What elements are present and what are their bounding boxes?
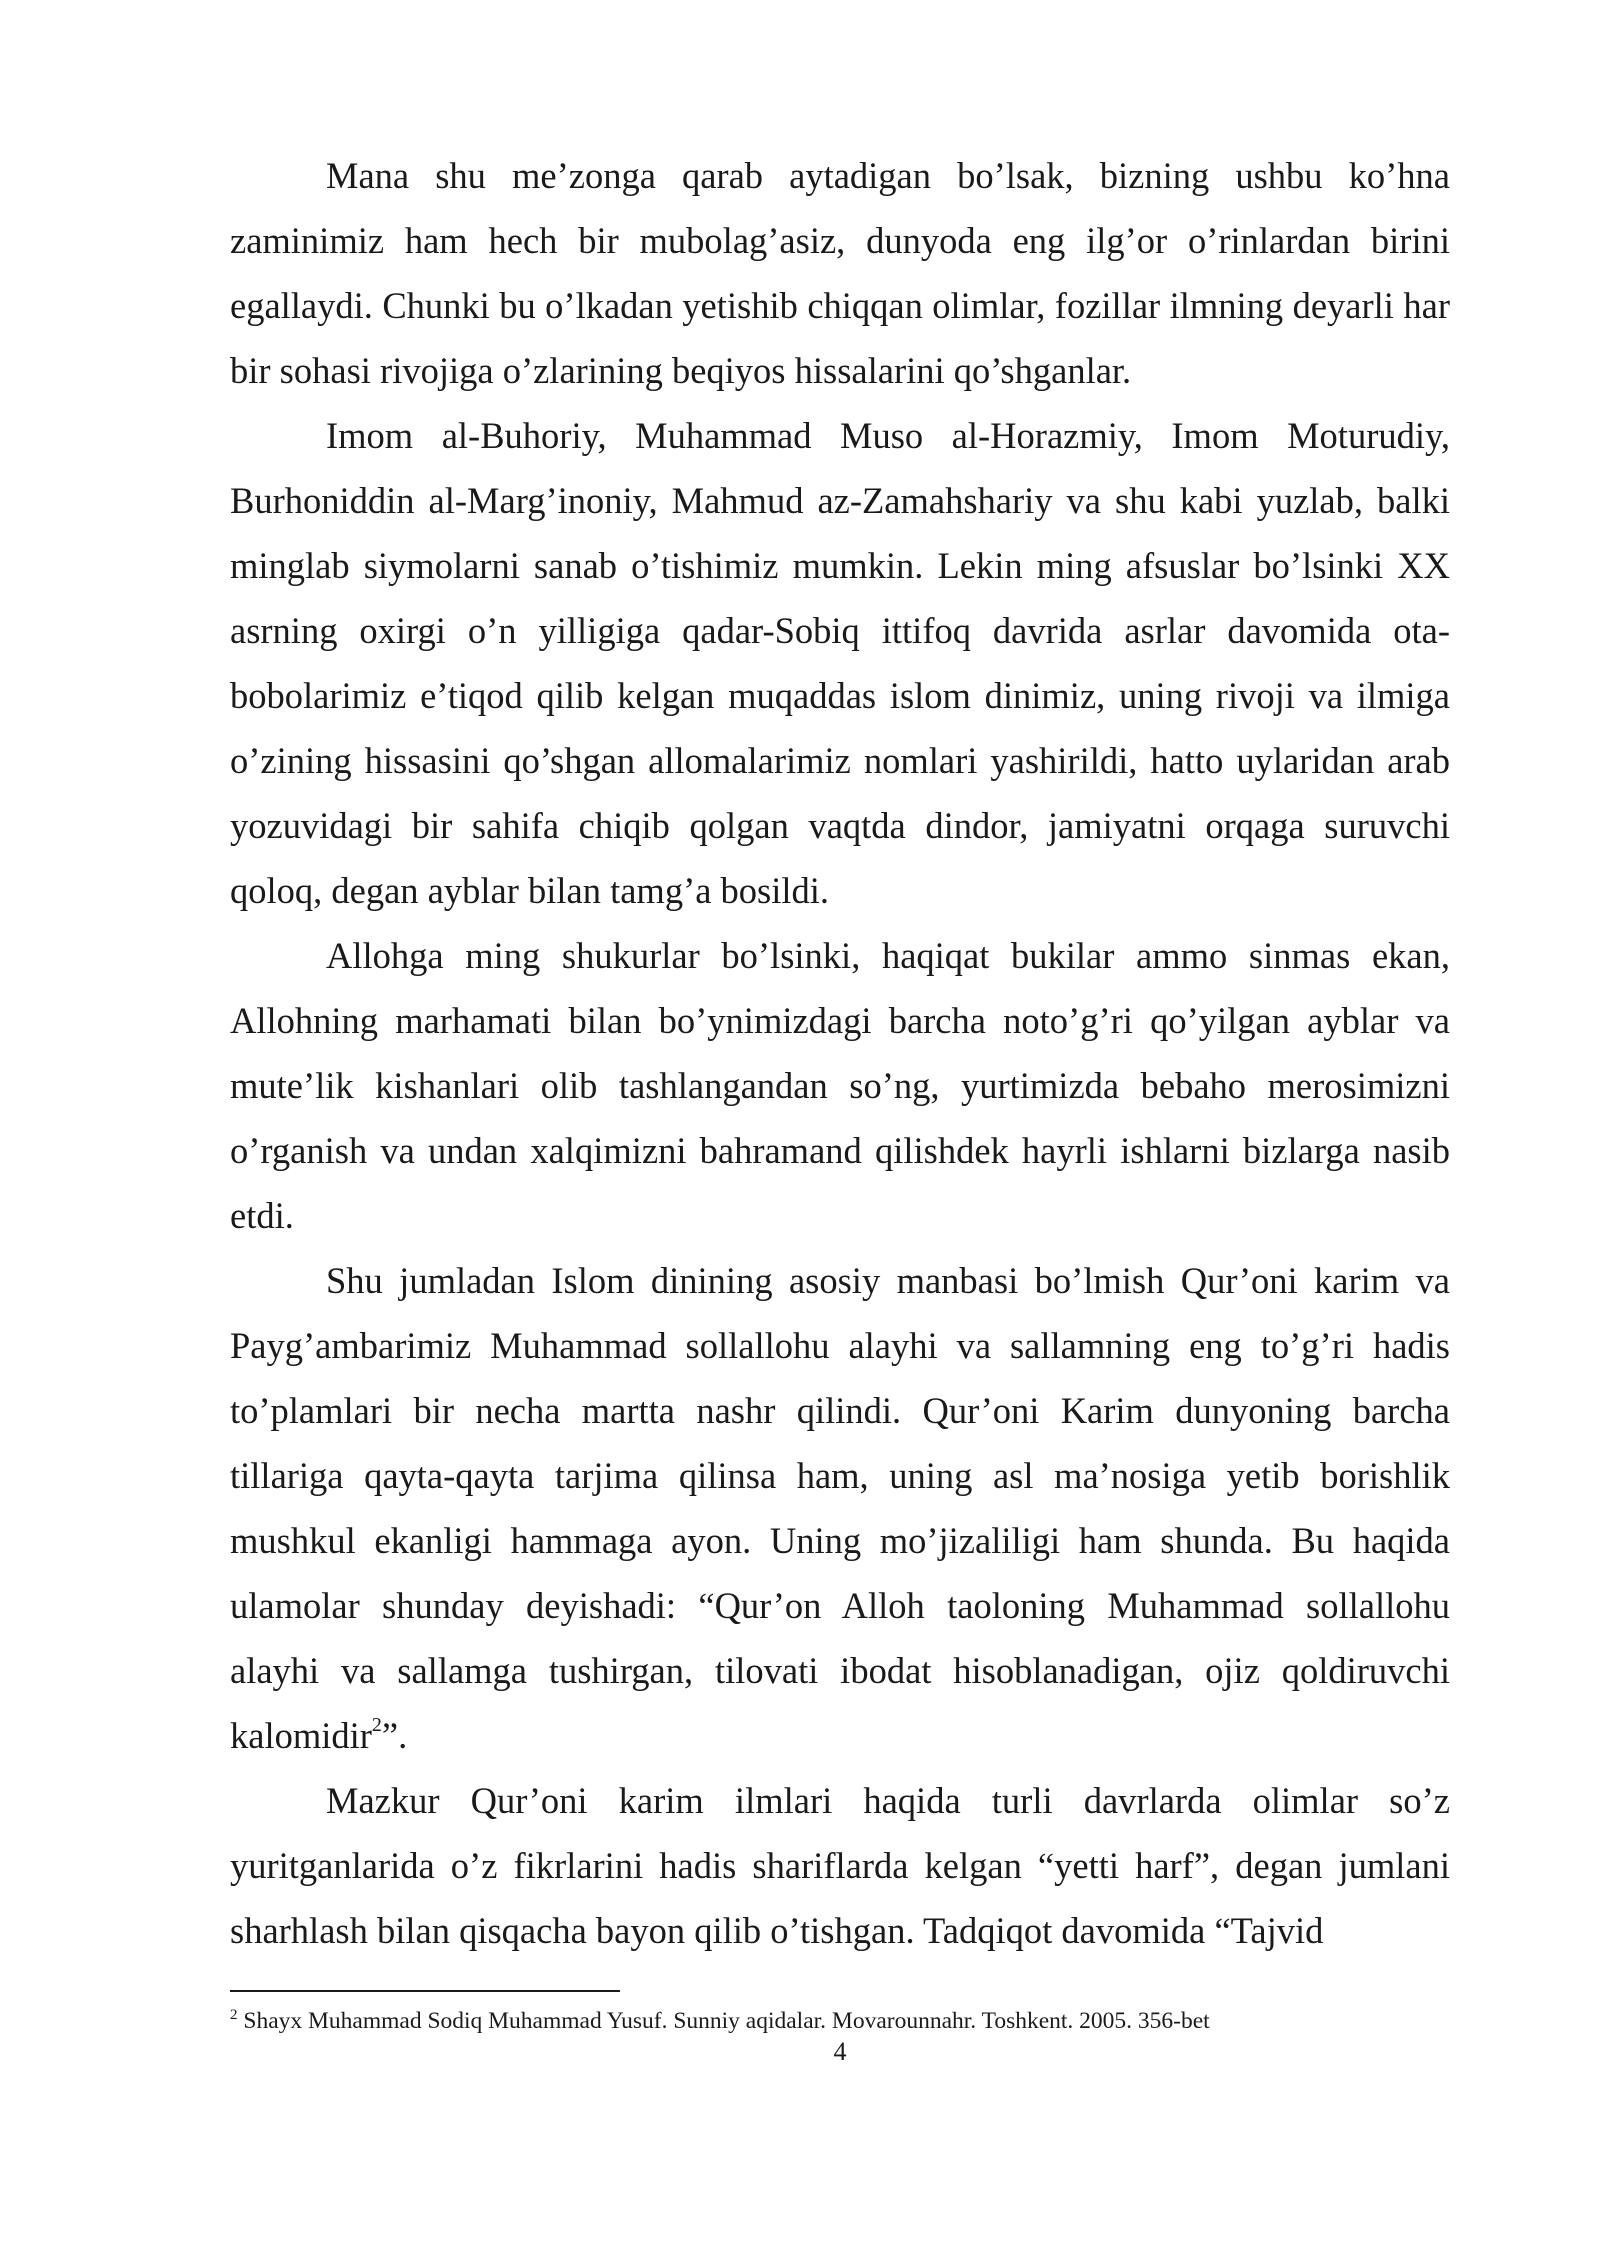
footnote-reference[interactable]: 2: [371, 1713, 382, 1736]
footnote: [230, 2006, 1450, 2036]
paragraph-2: Imom al-Buhoriy, Muhammad Muso al-Horazmiy, Imom Moturudiy, Burhoniddin al-Marg’inoniy, Mahmud az-Zamahshariy va shu kabi yuzlab, balki minglab siymolarni sanab o’tishimiz mumkin. Lekin ming afsuslar bo’lsinki XX asrning oxirgi o’n yilligiga qadar-Sobiq ittifoq davrida asrlar davomida ota-bobolarimiz e’tiqod qilib kelgan muqaddas islom dinimiz, uning rivoji va ilmiga o’zining hissasini qo’shgan allomalarimiz nomlari yashirildi, hatto uylaridan arab yozuvidagi bir sahifa chiqib qolgan vaqtda dindor, jamiyatni orqaga suruvchi qoloq, degan ayblar bilan tamg’a bosildi.: [230, 415, 1450, 911]
footnote-separator: [230, 1990, 620, 1992]
page-number: 4: [833, 2037, 847, 2066]
paragraph-5: Mazkur Qur’oni karim ilmlari haqida turli davrlarda olimlar so’z yuritganlarida o’z fikrlarini hadis shariflarda kelgan “yetti harf”, degan jumlani sharhlash bilan qisqacha bayon qilib o’tishgan. Tadqiqot davomida “Tajvid: [230, 1780, 1450, 1951]
paragraph-3: Allohga ming shukurlar bo’lsinki, haqiqat bukilar ammo sinmas ekan, Allohning marhamati bilan bo’ynimizdagi barcha noto’g’ri qo’yilgan ayblar va mute’lik kishanlari olib tashlangandan so’ng, yurtimizda bebaho merosimizni o’rganish va undan xalqimizni bahramand qilishdek hayrli ishlarni bizlarga nasib etdi.: [230, 935, 1450, 1236]
body-text: [230, 143, 1450, 1963]
paragraph-4-tail: ”.: [381, 1715, 408, 1756]
footnote-text: Shayx Muhammad Sodiq Muhammad Yusuf. Sunniy aqidalar. Movarounnahr. Toshkent. 2005. 356-bet: [237, 2008, 1210, 2034]
paragraph-4: [230, 1248, 1450, 1768]
paragraph-1: Mana shu me’zonga qarab aytadigan bo’lsak, bizning ushbu ko’hna zaminimiz ham hech bir mubolag’asiz, dunyoda eng ilg’or o’rinlardan birini egallaydi. Chunki bu o’lkadan yetishib chiqqan olimlar, fozillar ilmning deyarli har bir sohasi rivojiga o’zlarining beqiyos hissalarini qo’shganlar.: [230, 155, 1450, 391]
paragraph-4-text: Shu jumladan Islom dinining asosiy manbasi bo’lmish Qur’oni karim va Payg’ambarimiz Muhammad sollallohu alayhi va sallamning eng to’g’ri hadis to’plamlari bir necha martta nashr qilindi. Qur’oni Karim dunyoning barcha tillariga qayta-qayta tarjima qilinsa ham, uning asl ma’nosiga yetib borishlik mushkul ekanligi hammaga ayon. Uning mo’jizaliligi ham shunda. Bu haqida ulamolar shunday deyishadi: “Qur’on Alloh taoloning Muhammad sollallohu alayhi va sallamga tushirgan, tilovati ibodat hisoblanadigan, ojiz qoldiruvchi kalomidir: [230, 1260, 1450, 1756]
footnote-number: 2: [230, 2007, 238, 2024]
